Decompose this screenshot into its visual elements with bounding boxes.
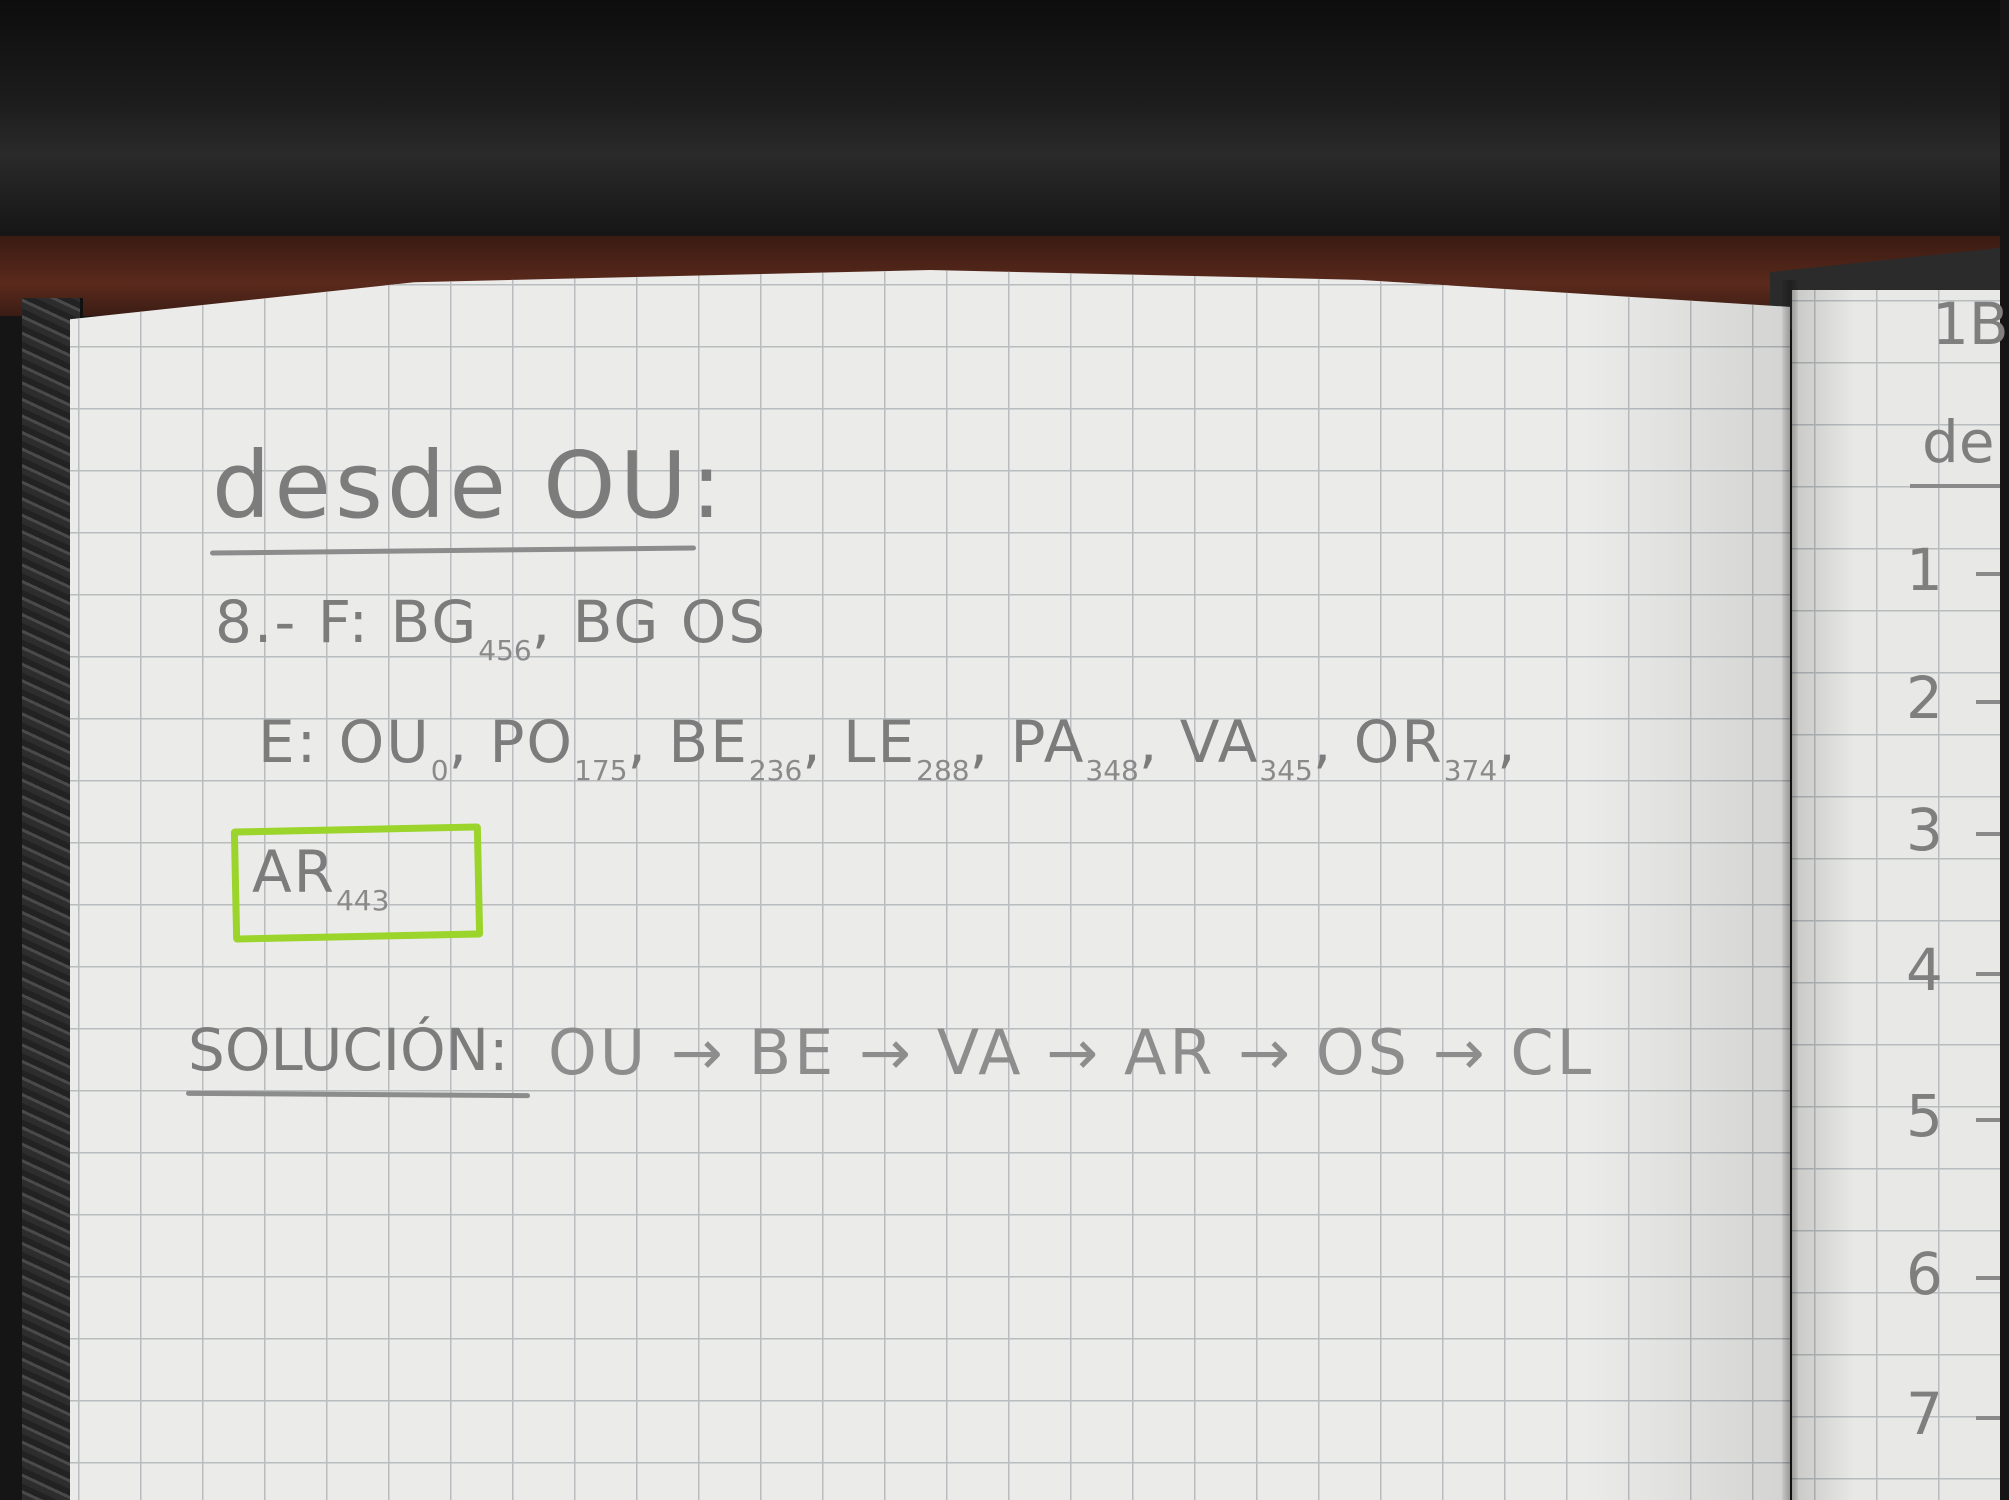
right-number-1: 1 — [1906, 536, 1943, 604]
right-number-4: 4 — [1906, 936, 1943, 1004]
stop-or: OR — [1353, 708, 1444, 776]
stop-le-dist: 288 — [916, 754, 970, 787]
route-step-3: VA — [936, 1016, 1024, 1089]
arrow-icon: → — [670, 1016, 726, 1089]
right-tick — [1976, 700, 2000, 704]
stop-pa-dist: 348 — [1085, 754, 1139, 787]
right-tick — [1976, 1416, 2000, 1420]
stop-po-dist: 175 — [574, 754, 628, 787]
route-step-6: CL — [1510, 1016, 1595, 1089]
line1-bg-code: BG — [390, 588, 479, 656]
right-number-2: 2 — [1906, 664, 1943, 732]
arrow-icon: → — [859, 1016, 914, 1089]
right-number-3: 3 — [1906, 796, 1943, 864]
stop-pa: PA — [1010, 708, 1086, 776]
route-step-2: BE — [748, 1016, 837, 1089]
right-page-header: 1B — [1932, 290, 2009, 358]
dark-background — [0, 0, 2000, 250]
stop-ou-dist: 0 — [430, 754, 449, 787]
line-stops: E: $OU_0$, $PO_{175}$, $BE_{236}$, $LE_{288}$, $PA_{348}$, $VA_{345}$, $OR_{374}$, — [258, 708, 1518, 787]
right-tick — [1976, 832, 2000, 836]
right-page-subheader: de — [1922, 408, 1995, 476]
right-tick — [1976, 1276, 2000, 1280]
arrow-icon: → — [1432, 1016, 1488, 1089]
line1-rest: , BG OS — [531, 588, 768, 656]
page-heading: desde OU: — [212, 432, 726, 539]
arrow-icon: → — [1238, 1016, 1294, 1089]
stop-va: VA — [1179, 708, 1260, 776]
line1-bg-distance: 456 — [478, 634, 532, 667]
stop-be: BE — [668, 708, 749, 776]
right-number-5: 5 — [1906, 1082, 1943, 1150]
line1-label: 8.- F: — [215, 588, 371, 656]
right-number-7: 7 — [1906, 1380, 1943, 1448]
stop-le: LE — [843, 708, 917, 776]
notebook-gutter — [1782, 280, 1798, 1500]
route-step-4: AR — [1123, 1016, 1216, 1089]
route-step-5: OS — [1315, 1016, 1410, 1089]
stop-po: PO — [489, 708, 575, 776]
boxed-stop — [252, 838, 390, 917]
stop-va-dist: 345 — [1259, 754, 1313, 787]
right-tick — [1976, 1118, 2000, 1122]
stop-be-dist: 236 — [748, 754, 803, 787]
boxed-dist: 443 — [335, 884, 390, 917]
solution-label: SOLUCIÓN: — [188, 1016, 509, 1084]
arrow-icon: → — [1046, 1016, 1102, 1089]
right-number-6: 6 — [1906, 1240, 1943, 1308]
line-final-destination — [215, 588, 768, 667]
stop-ou: OU — [338, 708, 431, 776]
boxed-code: AR — [252, 838, 336, 906]
right-page-underline — [1910, 484, 2000, 488]
right-tick — [1976, 572, 2000, 576]
line2-label: E: — [258, 708, 319, 776]
route-step-1: OU — [548, 1016, 649, 1089]
right-tick — [1976, 972, 2000, 976]
stop-or-dist: 374 — [1443, 754, 1498, 787]
solution-route — [548, 1016, 1594, 1089]
